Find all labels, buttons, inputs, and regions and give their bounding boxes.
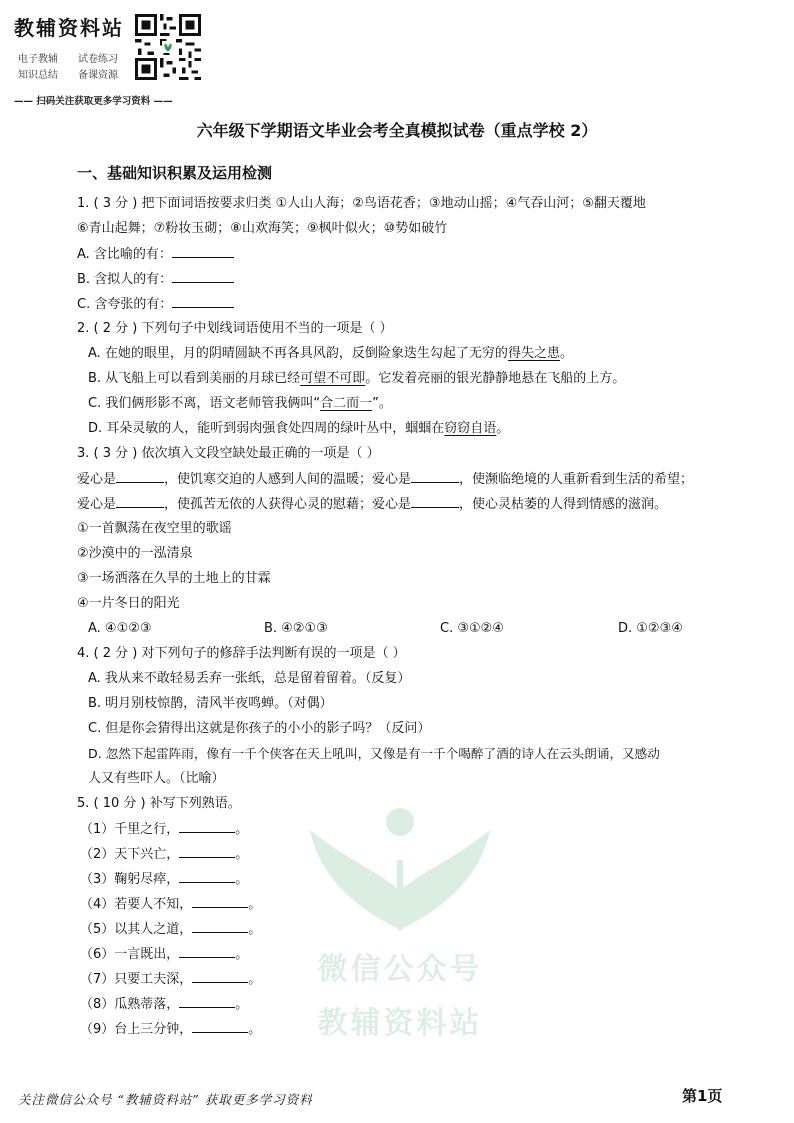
question-5-item: （3）鞠躬尽瘁， 。 <box>80 872 249 887</box>
question-5-item: （9）台上三分钟， 。 <box>80 1022 262 1037</box>
answer-blank[interactable] <box>179 995 235 1008</box>
watermark <box>300 800 500 1040</box>
question-3-choice-a[interactable]: A. ④①②③ <box>88 621 152 636</box>
question-3-passage-line: 爱心是 ，使饥寒交迫的人感到人间的温暖；爱心是 ，使濒临绝境的人重新看到生活的希望； <box>77 472 694 487</box>
answer-blank[interactable] <box>116 470 164 483</box>
answer-blank[interactable] <box>116 495 164 508</box>
question-5-stem: 5. ( 10 分 ) 补写下列熟语。 <box>77 796 241 811</box>
question-3-stem: 3. ( 3 分 ) 依次填入文段空缺处最正确的一项是（ ） <box>77 446 380 461</box>
question-3-item: ①一首飘荡在夜空里的歌谣 <box>77 521 232 536</box>
header-tag: 备课资源 <box>78 70 118 81</box>
question-4-option-d: D. 忽然下起雷阵雨，像有一千个侠客在天上吼叫，又像是有一千个喝醉了酒的诗人在云头朗诵，又感动 <box>88 746 660 761</box>
watermark-logo-icon <box>300 800 500 940</box>
answer-blank[interactable] <box>192 1020 248 1033</box>
question-1-stem: 1. ( 3 分 ) 把下面词语按要求归类 ①人山人海；②鸟语花香；③地动山摇；④气吞山河；⑤翻天覆地 <box>77 196 646 211</box>
question-3-item: ③一场洒落在久旱的土地上的甘霖 <box>77 571 271 586</box>
question-3-choice-b[interactable]: B. ④②①③ <box>264 621 328 636</box>
question-5-item: （7）只要工夫深， 。 <box>80 972 262 987</box>
answer-blank[interactable] <box>179 820 235 833</box>
question-1-option-a: A. 含比喻的有： <box>77 245 234 264</box>
section-heading: 一、基础知识积累及运用检测 <box>77 164 273 182</box>
question-3-item: ④一片冬日的阳光 <box>77 596 180 611</box>
brand-logo-text: 教辅资料站 <box>14 16 124 40</box>
answer-blank[interactable] <box>411 470 459 483</box>
answer-blank[interactable] <box>172 245 234 258</box>
watermark-line-1: 微信公众号 <box>317 952 483 987</box>
question-3-item: ②沙漠中的一泓清泉 <box>77 546 193 561</box>
header-tag: 电子教辅 <box>18 54 58 65</box>
question-5-item: （1）千里之行， 。 <box>80 822 249 837</box>
question-5-item: （6）一言既出， 。 <box>80 947 249 962</box>
question-3-passage-line: 爱心是 ，使孤苦无依的人获得心灵的慰藉；爱心是 ，使心灵枯萎的人得到情感的滋润。 <box>77 497 668 512</box>
answer-blank[interactable] <box>411 495 459 508</box>
header-tag: 知识总结 <box>18 70 58 81</box>
question-2-option-b: B. 从飞船上可以看到美丽的月球已经可望不可即。它发着亮丽的银光静静地悬在飞船的上方。 <box>88 371 626 386</box>
question-5-item: （5）以其人之道， 。 <box>80 922 262 937</box>
header-tag: 试卷练习 <box>78 54 118 65</box>
question-5-item: （2）天下兴亡， 。 <box>80 847 249 862</box>
answer-blank[interactable] <box>192 895 248 908</box>
qr-code-icon <box>135 14 201 80</box>
question-2-option-c: C. 我们俩形影不离，语文老师管我俩叫“合二而一”。 <box>88 396 392 411</box>
question-1-option-b: B. 含拟人的有： <box>77 270 234 289</box>
answer-blank[interactable] <box>172 270 234 283</box>
header-tagline: —— 扫码关注获取更多学习资料 —— <box>14 96 173 107</box>
answer-blank[interactable] <box>172 295 234 308</box>
question-5-item: （8）瓜熟蒂落， 。 <box>80 997 249 1012</box>
question-2-option-d: D. 耳朵灵敏的人，能听到弱肉强食处四周的绿叶丛中，蝈蝈在窃窃自语。 <box>88 421 510 436</box>
question-4-stem: 4. ( 2 分 ) 对下列句子的修辞手法判断有误的一项是（ ） <box>77 646 406 661</box>
footer-note: 关注微信公众号 “教辅资料站” 获取更多学习资料 <box>18 1092 313 1107</box>
document-title: 六年级下学期语文毕业会考全真模拟试卷（重点学校 2） <box>196 121 598 140</box>
question-3-choice-c[interactable]: C. ③①②④ <box>440 621 504 636</box>
page-number: 第1页 <box>682 1087 723 1105</box>
question-4-option-d-cont: 人又有些吓人。（比喻） <box>88 771 225 786</box>
question-1-stem-cont: ⑥青山起舞；⑦粉妆玉砌；⑧山欢海笑；⑨枫叶似火；⑩势如破竹 <box>77 221 448 236</box>
question-2-stem: 2. ( 2 分 ) 下列句子中划线词语使用不当的一项是（ ） <box>77 321 393 336</box>
question-3-choice-d[interactable]: D. ①②③④ <box>618 621 683 636</box>
watermark-line-2: 教辅资料站 <box>317 1006 483 1041</box>
answer-blank[interactable] <box>192 970 248 983</box>
question-4-option-c: C. 但是你会猜得出这就是你孩子的小小的影子吗？（反问） <box>88 721 431 736</box>
question-4-option-a: A. 我从来不敢轻易丢弃一张纸，总是留着留着。（反复） <box>88 671 411 686</box>
answer-blank[interactable] <box>179 870 235 883</box>
question-1-option-c: C. 含夸张的有： <box>77 295 234 314</box>
question-2-option-a: A. 在她的眼里，月的阴晴圆缺不再各具风韵，反倒险象迭生勾起了无穷的得失之患。 <box>88 346 573 361</box>
answer-blank[interactable] <box>179 845 235 858</box>
answer-blank[interactable] <box>192 920 248 933</box>
answer-blank[interactable] <box>179 945 235 958</box>
question-5-item: （4）若要人不知， 。 <box>80 897 262 912</box>
question-4-option-b: B. 明月别枝惊鹊，清风半夜鸣蝉。（对偶） <box>88 696 333 711</box>
